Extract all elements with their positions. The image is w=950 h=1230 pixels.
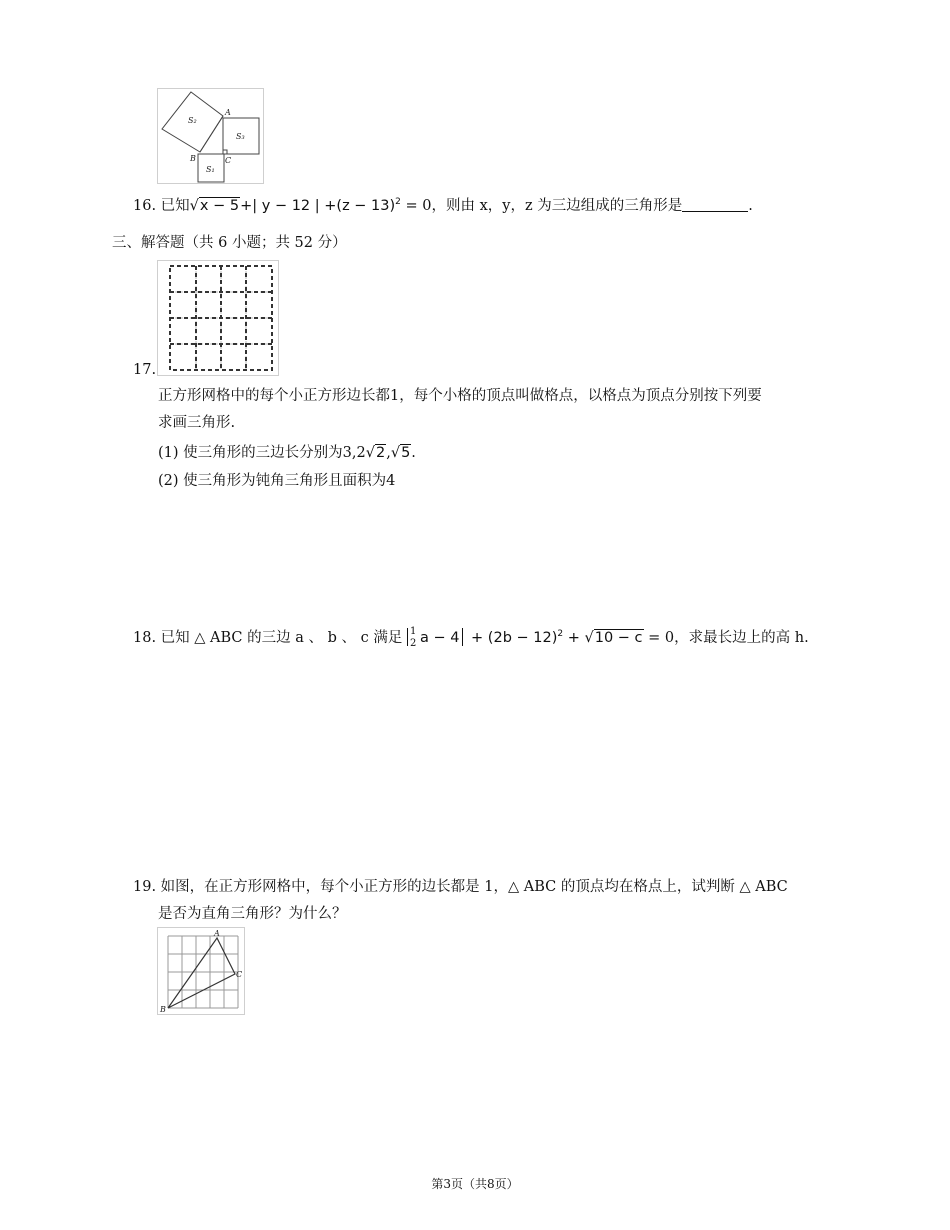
vertex-a-label: A xyxy=(214,929,220,938)
label-s3: S₃ xyxy=(236,132,245,141)
question-text-tail: = 0，求最长边上的高 h. xyxy=(643,629,809,646)
pythagorean-squares-figure xyxy=(157,88,264,184)
fraction-one-half: 1 2 xyxy=(407,628,420,646)
page-footer: 第3页（共8页） xyxy=(431,1177,519,1191)
question-number: 16. xyxy=(133,197,157,214)
square-grid xyxy=(158,261,278,375)
period: . xyxy=(748,197,753,214)
section-heading: 三、解答题（共 6 小题；共 52 分） xyxy=(112,235,347,251)
question-number: 19. xyxy=(133,879,157,895)
question-17-line-2: 求画三角形. xyxy=(158,415,236,431)
pythagorean-squares-diagram xyxy=(158,89,263,183)
expression-middle: + (2b − 12) xyxy=(466,629,558,646)
label-s2: S₂ xyxy=(188,116,197,125)
sqrt-expression: √10 − c xyxy=(584,629,643,646)
label-s1: S₁ xyxy=(206,165,215,174)
question-number: 18. xyxy=(133,629,157,646)
question-17-item-1: (1) 使三角形的三边长分别为3,2√2,√5. xyxy=(158,445,416,461)
question-text: 如图，在正方形网格中，每个小正方形的边长都是 1，△ ABC 的顶点均在格点上，试判断 △ ABC xyxy=(160,879,788,895)
question-19-line-2: 是否为直角三角形？为什么？ xyxy=(158,906,347,922)
right-angle-mark xyxy=(223,150,227,154)
question-text-tail: = 0，则由 x，y，z 为三边组成的三角形是 xyxy=(400,197,683,214)
answer-blank[interactable] xyxy=(682,197,748,212)
question-text: 已知 xyxy=(160,197,190,214)
question-17-line-1: 正方形网格中的每个小正方形边长都1，每个小格的顶点叫做格点，以格点为顶点分别按下列要 xyxy=(158,388,762,404)
abs-body: a − 4 xyxy=(419,629,460,646)
question-16 xyxy=(133,192,753,216)
label-c: C xyxy=(225,156,232,165)
exponent: 2 xyxy=(395,197,401,207)
abs-bar-right xyxy=(462,628,463,646)
vertex-c-label: C xyxy=(236,970,243,979)
sqrt-5: √5 xyxy=(390,445,411,461)
label-a: A xyxy=(225,108,231,117)
sqrt-2: √2 xyxy=(365,445,386,461)
triangle-grid-figure xyxy=(157,927,245,1015)
question-17-number: 17. xyxy=(133,362,157,378)
radicand: x − 5 xyxy=(199,197,240,214)
hypotenuse xyxy=(200,116,223,152)
sqrt-expression: √x − 5 xyxy=(189,197,240,214)
question-text: 已知 △ ABC 的三边 a 、 b 、 c 满足 xyxy=(160,629,403,646)
question-18: 18. 已知 △ ABC 的三边 a 、 b 、 c 满足 1 2 $a - 4 + (2b - 12)^2 + √10 - c = 0$，求最长边上的高 h. xyxy=(133,625,809,649)
triangle-abc-diagram xyxy=(158,928,244,1014)
expression-middle: +| y − 12 | +(z − 13) xyxy=(240,197,396,214)
question-17-item-2: (2) 使三角形为钝角三角形且面积为4 xyxy=(158,473,396,489)
item-1-text: (1) 使三角形的三边长分别为3,2 xyxy=(158,445,366,461)
label-b: B xyxy=(190,154,196,163)
vertex-b-label: B xyxy=(160,1005,166,1014)
grid-figure xyxy=(157,260,279,376)
question-19-line-1 xyxy=(133,877,788,897)
triangle-abc xyxy=(168,938,235,1008)
